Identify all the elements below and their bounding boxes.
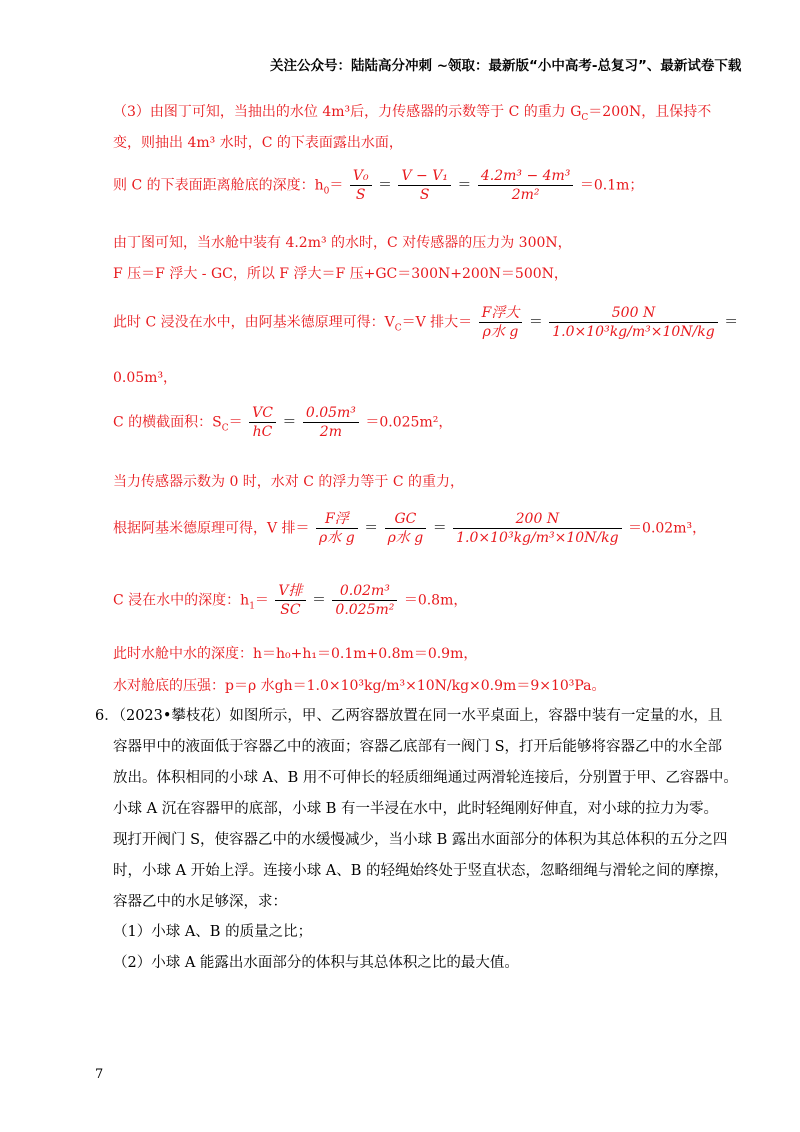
fraction: $\frac{\text{V₀}}{S}$ <box>350 167 372 204</box>
fraction: $\frac{VC}{hC}$ <box>249 404 276 441</box>
q6-line-8: （1）小球 A、B 的质量之比； <box>113 924 313 940</box>
fraction: $\frac{\text{0.02m³}}{\text{0.025m²}}$ <box>332 582 397 619</box>
sol-line-10: 根据阿基米德原理可得，V 排＝ $\frac{\text{F浮}}{\text{ρ水 g}}$ ＝ $\frac{GC}{\text{ρ水 g}}$ ＝ $\frac{200 N}{\text{1.0×10³kg/m³×10N/kg}}$ ＝0.02m³， <box>113 511 707 546</box>
sol-line-6: 此时 C 浸没在水中，由阿基米德原理可得：$V_C=V$ 排大＝ $\frac{\text{F浮大}}{\text{ρ水 g}}$ ＝ $\frac{500 N}{\text{1.0×10³kg/m³×10N/kg}}$ ＝ <box>113 305 739 340</box>
sol-line-9: 当力传感器示数为 0 时，水对 C 的浮力等于 C 的重力， <box>113 474 465 490</box>
q6-line-4: 小球 A 沉在容器甲的底部，小球 B 有一半浸在水中，此时轻绳刚好伸直，对小球的拉力为零。 <box>113 801 719 817</box>
q6-line-6: 时，小球 A 开始上浮。连接小球 A、B 的轻绳始终处于竖直状态，忽略细绳与滑轮之间的摩擦， <box>113 863 729 879</box>
q6-line-3: 放出。体积相同的小球 A、B 用不可伸长的轻质细绳通过两滑轮连接后，分别置于甲、乙容器中。 <box>113 770 738 786</box>
q6-line-5: 现打开阀门 S，使容器乙中的水缓慢减少，当小球 B 露出水面部分的体积为其总体积的五分之四 <box>113 832 728 848</box>
fraction: $\frac{\text{V − V₁}}{S}$ <box>398 167 450 204</box>
q6-line-9: （2）小球 A 能露出水面部分的体积与其总体积之比的最大值。 <box>113 955 519 971</box>
fraction: $\frac{\text{F浮大}}{\text{ρ水 g}}$ <box>479 304 523 341</box>
q6-line-2: 容器甲中的液面低于容器乙中的液面；容器乙底部有一阀门 S，打开后能够将容器乙中的水全部 <box>113 739 723 755</box>
fraction: $\frac{\text{0.05m³}}{2m}$ <box>303 404 359 441</box>
fraction: $\frac{GC}{\text{ρ水 g}}$ <box>385 510 427 547</box>
fraction: $\frac{500 N}{\text{1.0×10³kg/m³×10N/kg}}$ <box>549 304 717 341</box>
sol-line-7: 0.05m³， <box>113 370 178 386</box>
sol-line-8: C 的横截面积：$S_C=$ $\frac{VC}{hC}$ ＝ $\frac{\text{0.05m³}}{2m}$ ＝0.025m²， <box>113 405 453 440</box>
fraction: $\frac{\text{V排}}{SC}$ <box>275 582 305 619</box>
fraction: $\frac{\text{4.2m³ − 4m³}}{\text{2m²}}$ <box>478 167 574 204</box>
sol-line-11: C 浸在水中的深度：$h_1=$ $\frac{\text{V排}}{SC}$ ＝ $\frac{\text{0.02m³}}{\text{0.025m²}}$ ＝0.8m， <box>113 583 468 618</box>
sol-line-2: 变，则抽出 4m³ 水时，C 的下表面露出水面， <box>113 135 403 151</box>
q6-line-7: 容器乙中的水足够深，求： <box>113 894 287 910</box>
sol-line-5: F 压＝F 浮大 - GC，所以 F 浮大＝F 压+GC＝300N+200N＝500N， <box>113 266 568 282</box>
fraction: $\frac{\text{F浮}}{\text{ρ水 g}}$ <box>316 510 358 547</box>
sol-line-12: 此时水舱中水的深度：h＝h₀+h₁＝0.1m+0.8m＝0.9m， <box>113 646 478 662</box>
sol-line-1: （3）由图丁可知，当抽出的水位 4m³后，力传感器的示数等于 C 的重力 $G_C=200N$，且保持不 <box>113 104 712 123</box>
q6-line-1: 6．（2023•攀枝花）如图所示，甲、乙两容器放置在同一水平桌面上，容器中装有一定量的水，且 <box>95 708 723 724</box>
fraction: $\frac{200 N}{\text{1.0×10³kg/m³×10N/kg}}$ <box>453 510 621 547</box>
sol-line-13: 水对舱底的压强：p＝ρ 水gh＝1.0×10³kg/m³×10N/kg×0.9m＝9×10³Pa。 <box>113 678 606 694</box>
sol-line-4: 由丁图可知，当水舱中装有 4.2m³ 的水时，C 对传感器的压力为 300N， <box>113 235 572 251</box>
page-number: 7 <box>95 1067 104 1082</box>
page-header: 关注公众号：陆陆高分冲刺 ~领取：最新版“小中高考-总复习”、最新试卷下载 <box>270 58 742 74</box>
sol-line-3: 则 C 的下表面距离舱底的深度：$h_0=$ $\frac{\text{V₀}}{S}$ ＝ $\frac{\text{V − V₁}}{S}$ ＝ $\frac{\text{4.2m³ − 4m³}}{\text{2m²}}$ ＝0.1m； <box>113 168 644 203</box>
